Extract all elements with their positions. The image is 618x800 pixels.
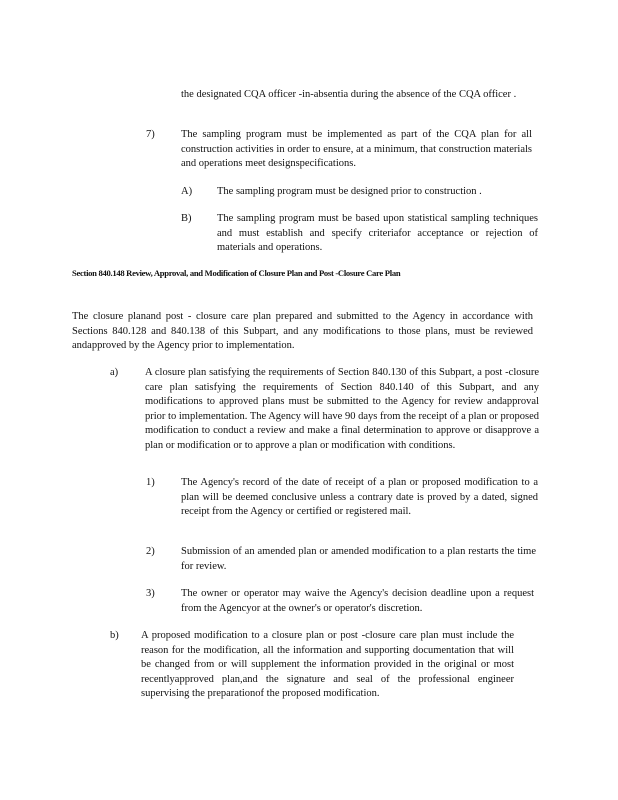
item-b-text: A proposed modification to a closure plan or post -closure care plan must include the reason for the modification, all the information and supporting documentation that will be changed from or will supplement the information provided in the original or most recentlyapproved plan,and the signature and seal of the professional engineer supervising the preparationof the proposed modification.: [141, 630, 514, 699]
item-7b-label: B): [181, 213, 192, 224]
item-a-text: A closure plan satisfying the requirements of Section 840.130 of this Subpart, a post -closure care plan satisfying the requirements of Section 840.140 of this Subpart, and any modifications to approved plans must be submitted to the Agency for review andapproval prior to implementation. The Agency will have 90 days from the receipt of a plan or proposed modification to conduct a review and make a final determination to approve or disapprove a plan or modification or to approve a plan or modification with conditions.: [145, 367, 539, 451]
item-a3-text: The owner or operator may waive the Agency's decision deadline upon a request from the Agencyor at the owner's or operator's discretion.: [181, 588, 534, 614]
item-a2-label: 2): [146, 546, 155, 557]
item-7b-text: The sampling program must be based upon statistical sampling techniques and must establish and specify criteriafor acceptance or rejection of materials and operations.: [217, 213, 538, 253]
item-a1-text: The Agency's record of the date of receipt of a plan or proposed modification to a plan will be deemed conclusive unless a contrary date is proved by a dated, signed receipt from the Agency or certified or registered mail.: [181, 477, 538, 517]
item-7-text: The sampling program must be implemented as part of the CQA plan for all construction activities in order to ensure, at a minimum, that construction materials and operations meet designspecifications.: [181, 129, 532, 169]
item-a-label: a): [110, 367, 119, 378]
intro-paragraph: The closure planand post - closure care plan prepared and submitted to the Agency in accordance with Sections 840.128 and 840.138 of this Subpart, and any modifications to those plans, must be reviewed andapproved by the Agency prior to implementation.: [72, 311, 533, 351]
item-7a-label: A): [181, 186, 193, 197]
item-a3-label: 3): [146, 588, 155, 599]
item-a1-label: 1): [146, 477, 155, 488]
section-heading: Section 840.148 Review, Approval, and Modification of Closure Plan and Post -Closure Care Plan: [72, 268, 401, 278]
item-7-label: 7): [146, 129, 155, 140]
item-7a-text: The sampling program must be designed prior to construction .: [217, 186, 482, 197]
item-b-label: b): [110, 630, 119, 641]
item-a2-text: Submission of an amended plan or amended modification to a plan restarts the time for review.: [181, 546, 536, 572]
continuation-paragraph: the designated CQA officer -in-absentia during the absence of the CQA officer .: [181, 89, 517, 100]
